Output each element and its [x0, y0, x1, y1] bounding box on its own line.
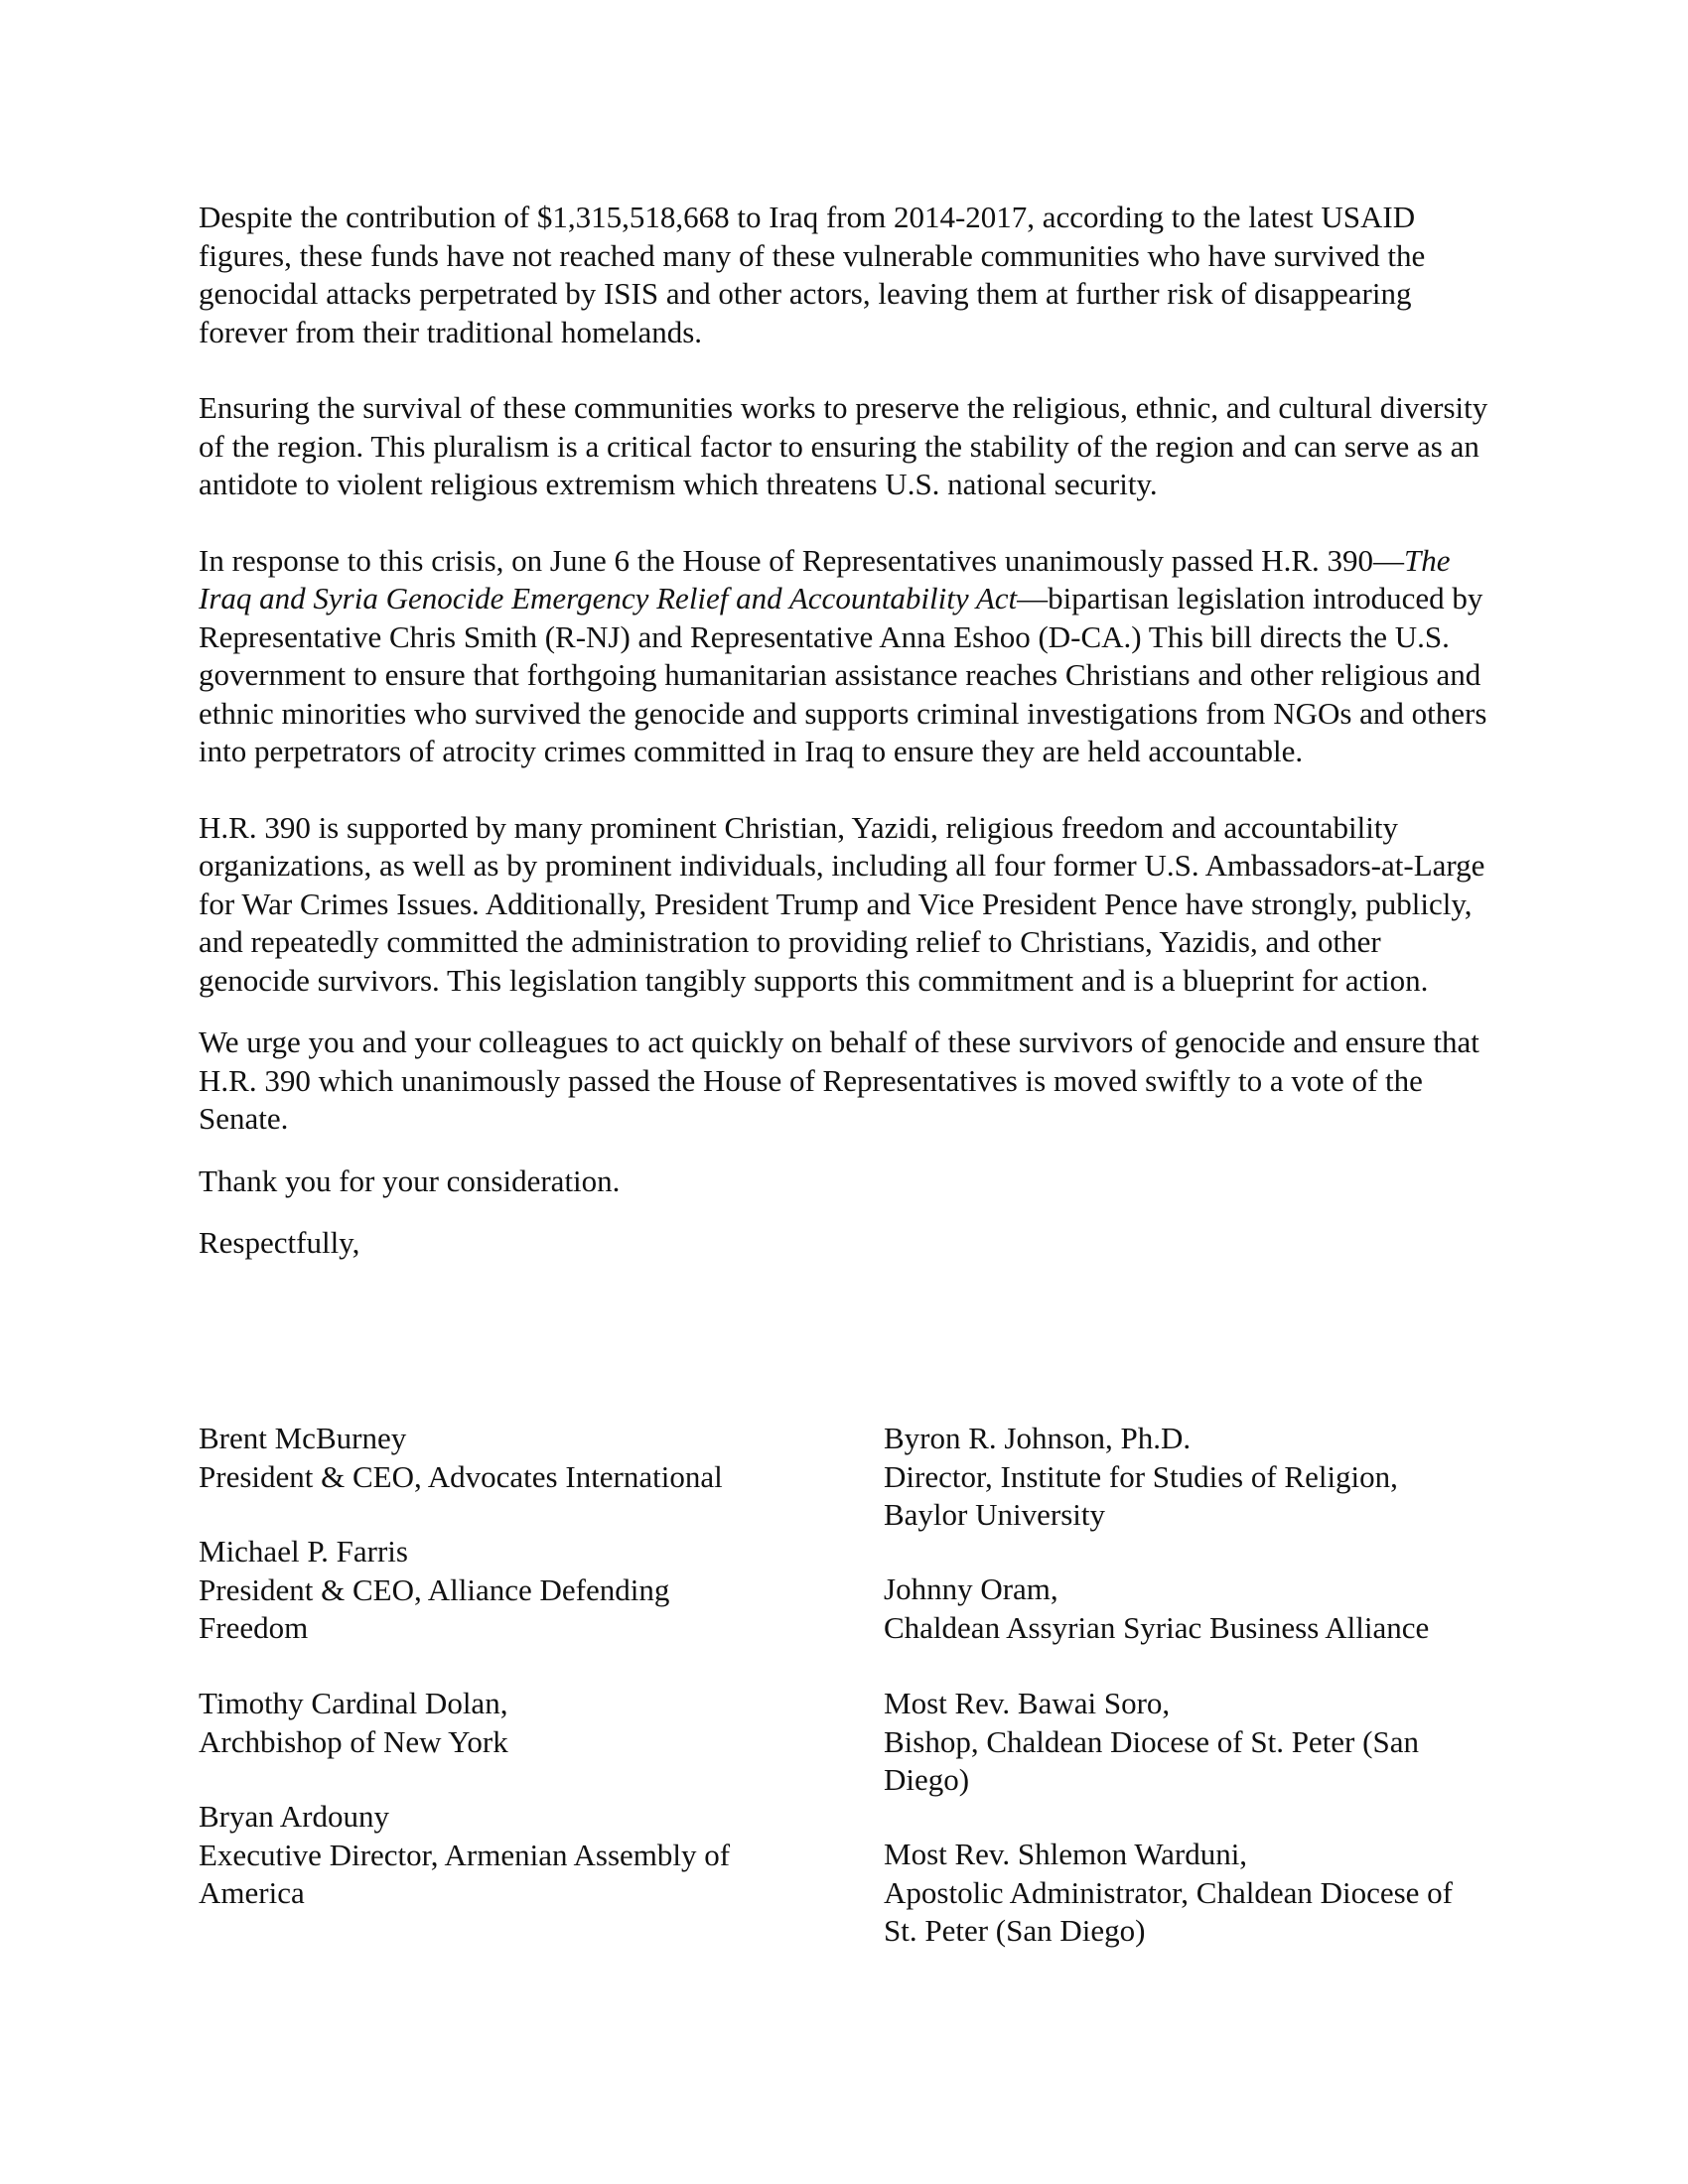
- signatory: [199, 1798, 834, 1913]
- signatory-title: Chaldean Assyrian Syriac Business Alliance: [884, 1609, 1430, 1645]
- signatory: [199, 1685, 834, 1761]
- signatory-name: Byron R. Johnson, Ph.D.: [884, 1421, 1192, 1455]
- paragraph-urge: We urge you and your colleagues to act quickly on behalf of these survivors of genocide and ensure that H.R. 390 which unanimously passed the House of Representatives is moved swiftly to a vote of the Senate.: [199, 1024, 1479, 1136]
- hr390-text-after: —bipartisan legislation introduced by Representative Chris Smith (R-NJ) and Representative Anna Eshoo (D-CA.) This bill directs the U.S. government to ensure that forthgoing humanitarian assistance reaches Christians and other religious and ethnic minorities who survived the genocide and supports criminal investigations from NGOs and others into perpetrators of atrocity crimes committed in Iraq to ensure they are held accountable.: [199, 581, 1487, 768]
- hr390-text-before: In response to this crisis, on June 6 the House of Representatives unanimously passed H.R. 390—: [199, 542, 1404, 578]
- closing-thanks: Thank you for your consideration.: [199, 1162, 621, 1198]
- signatory-name: Michael P. Farris: [199, 1534, 408, 1569]
- act-title: The Iraq and Syria Genocide Emergency Relief and Accountability Act: [199, 542, 1451, 615]
- signatory: [884, 1570, 1519, 1647]
- letter-body: [199, 199, 1489, 1263]
- paragraph-support: H.R. 390 is supported by many prominent Christian, Yazidi, religious freedom and accountability organizations, as well as by prominent individuals, including all four former U.S. Ambassadors-at-Large for War Crimes Issues. Additionally, President Trump and Vice President Pence have strongly, publicly, and repeatedly committed the administration to providing relief to Christians, Yazidis, and other genocide survivors. This legislation tangibly supports this commitment and is a blueprint for action.: [199, 809, 1485, 998]
- paragraph-hr390: [199, 542, 1489, 771]
- signatory-title: President & CEO, Advocates International: [199, 1458, 723, 1494]
- paragraph-pluralism: Ensuring the survival of these communities works to preserve the religious, ethnic, and cultural diversity of the region. This pluralism is a critical factor to ensuring the stability of the region and can serve as an antidote to violent religious extremism which threatens U.S. national security.: [199, 390, 1488, 501]
- signatory-title: Archbishop of New York: [199, 1723, 508, 1759]
- signatory-title: Apostolic Administrator, Chaldean Diocese of St. Peter (San Diego): [884, 1874, 1454, 1948]
- signatory-name: Most Rev. Bawai Soro,: [884, 1686, 1171, 1720]
- signatory-title: Bishop, Chaldean Diocese of St. Peter (San Diego): [884, 1723, 1419, 1797]
- signatory: [884, 1836, 1519, 1951]
- signatory-name: Johnny Oram,: [884, 1571, 1058, 1606]
- paragraph-funding: Despite the contribution of $1,315,518,668 to Iraq from 2014-2017, according to the latest USAID figures, these funds have not reached many of these vulnerable communities who have survived the genocidal attacks perpetrated by ISIS and other actors, leaving them at further risk of disappearing forever from their traditional homelands.: [199, 200, 1426, 349]
- signatory-title: Executive Director, Armenian Assembly of America: [199, 1837, 731, 1910]
- signatory: [199, 1420, 834, 1496]
- signatory: [884, 1685, 1519, 1800]
- signatory-title: President & CEO, Alliance Defending Freedom: [199, 1571, 670, 1645]
- signatory-name: Timothy Cardinal Dolan,: [199, 1686, 508, 1720]
- closing-salutation: Respectfully,: [199, 1225, 360, 1260]
- signatory-name: Bryan Ardouny: [199, 1799, 390, 1834]
- signatory: [884, 1420, 1519, 1535]
- signatory: [199, 1533, 834, 1648]
- signatory-title: Director, Institute for Studies of Religion, Baylor University: [884, 1458, 1398, 1532]
- signatory-name: Brent McBurney: [199, 1421, 407, 1455]
- signatory-name: Most Rev. Shlemon Warduni,: [884, 1837, 1248, 1871]
